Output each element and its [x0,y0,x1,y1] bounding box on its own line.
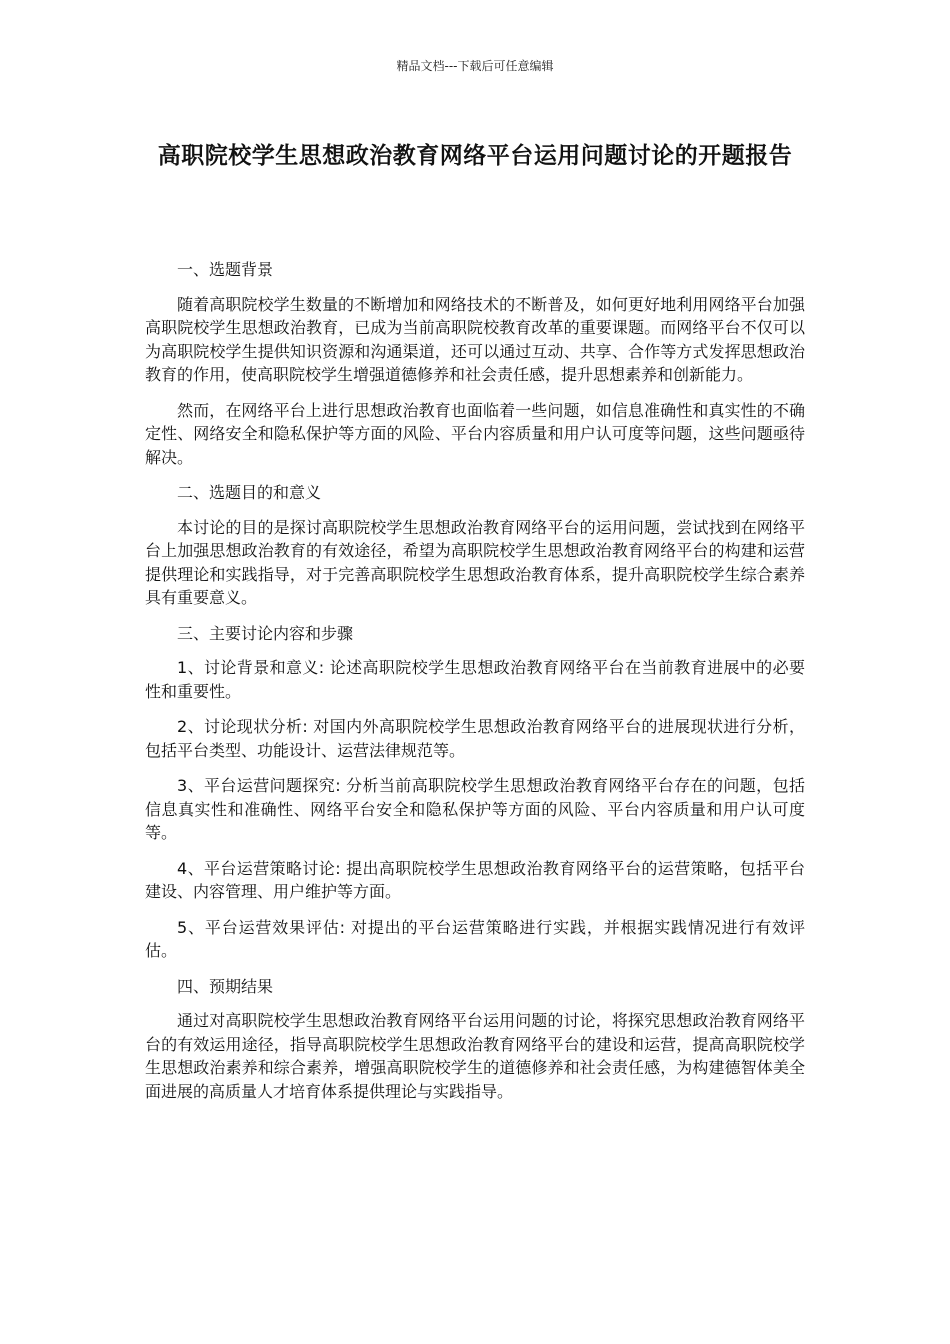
paragraph: 然而，在网络平台上进行思想政治教育也面临着一些问题，如信息准确性和真实性的不确定性、网络安全和隐私保护等方面的风险、平台内容质量和用户认可度等问题，这些问题亟待解决。 [145,400,805,467]
list-item: 4、平台运营策略讨论: 提出高职院校学生思想政治教育网络平台的运营策略，包括平台建设、内容管理、用户维护等方面。 [145,858,805,901]
document-title: 高职院校学生思想政治教育网络平台运用问题讨论的开题报告 [157,143,793,169]
paragraph: 通过对高职院校学生思想政治教育网络平台运用问题的讨论，将探究思想政治教育网络平台的有效运用途径，指导高职院校学生思想政治教育网络平台的建设和运营，提高高职院校学生思想政治素养和综合素养，增强高职院校学生的道德修养和社会责任感，为构建德智体美全面进展的高质量人才培育体系提供理论与实践指导。 [145,1011,805,1101]
section-heading: 三、主要讨论内容和步骤 [177,623,354,643]
paragraph: 本讨论的目的是探讨高职院校学生思想政治教育网络平台的运用问题，尝试找到在网络平台上加强思想政治教育的有效途径，希望为高职院校学生思想政治教育网络平台的构建和运营提供理论和实践指导，对于完善高职院校学生思想政治教育体系，提升高职院校学生综合素养具有重要意义。 [145,517,805,607]
document-body [145,258,805,1115]
section-heading: 一、选题背景 [177,260,274,279]
paragraph: 随着高职院校学生数量的不断增加和网络技术的不断普及，如何更好地利用网络平台加强高职院校学生思想政治教育，已成为当前高职院校教育改革的重要课题。而网络平台不仅可以为高职院校学生提供知识资源和沟通渠道，还可以通过互动、共享、合作等方式发挥思想政治教育的作用，使高职院校学生增强道德修养和社会责任感，提升思想素养和创新能力。 [145,294,805,384]
section-heading: 四、预期结果 [177,976,274,996]
section-heading: 二、选题目的和意义 [177,483,322,502]
header-note: 精品文档---下载后可任意编辑 [396,59,554,73]
list-item: 5、平台运营效果评估: 对提出的平台运营策略进行实践，并根据实践情况进行有效评估。 [145,917,805,960]
list-item: 3、平台运营问题探究: 分析当前高职院校学生思想政治教育网络平台存在的问题，包括信息真实性和准确性、网络平台安全和隐私保护等方面的风险、平台内容质量和用户认可度等。 [145,776,805,842]
list-item: 2、讨论现状分析: 对国内外高职院校学生思想政治教育网络平台的进展现状进行分析，包括平台类型、功能设计、运营法律规范等。 [145,717,805,760]
list-item: 1、讨论背景和意义: 论述高职院校学生思想政治教育网络平台在当前教育进展中的必要性和重要性。 [145,658,805,701]
